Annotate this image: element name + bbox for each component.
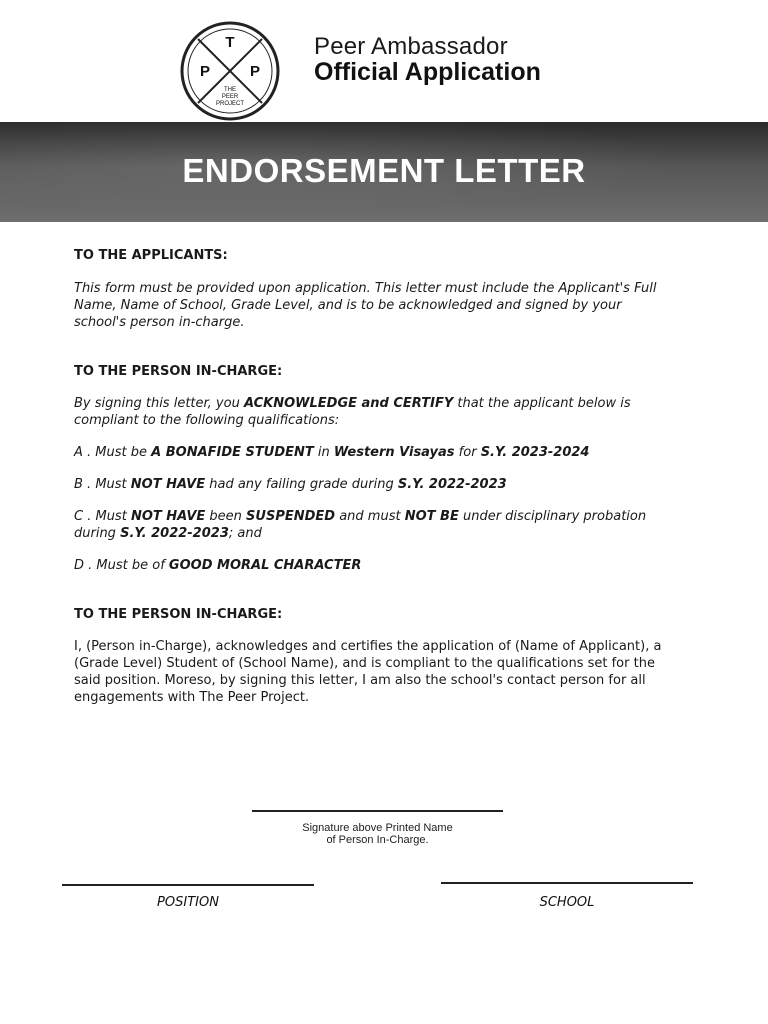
school-line[interactable]	[441, 882, 693, 884]
school-label: SCHOOL	[539, 895, 595, 910]
qualification-d: D . Must be of GOOD MORAL CHARACTER	[74, 558, 362, 573]
signature-caption-line1: Signature above Printed Name	[302, 822, 453, 834]
title-peer-ambassador: Peer Ambassador	[314, 33, 508, 60]
logo-text-project: PROJECT	[215, 101, 245, 107]
logo-text-peer: PEER	[221, 94, 239, 100]
title-official-application: Official Application	[314, 58, 541, 87]
letter-body	[74, 247, 674, 706]
signature-line[interactable]	[252, 810, 503, 812]
qualification-a: A . Must be A BONAFIDE STUDENT in Western Visayas for S.Y. 2023-2024	[74, 445, 590, 460]
signature-caption	[252, 822, 503, 846]
heading-person-in-charge: TO THE PERSON IN-CHARGE:	[74, 364, 283, 379]
logo-letter-p-right: P	[249, 63, 261, 80]
heading-certification: TO THE PERSON IN-CHARGE:	[74, 607, 283, 622]
certification-statement: I, (Person in-Charge), acknowledges and certifies the application of (Name of Applicant), a (Grade Level) Student of (School Name), and is compliant to the qualifications set for the said position. Moreso, by signing this letter, I am also the school's contact person for all engagements with The Peer Project.	[74, 639, 662, 705]
qualification-b: B . Must NOT HAVE had any failing grade during S.Y. 2022-2023	[74, 477, 507, 492]
logo-text-the: THE	[224, 87, 236, 93]
signature-caption-line2: of Person In-Charge.	[326, 834, 429, 846]
applicants-instructions: This form must be provided upon application. This letter must include the Applicant's Full Name, Name of School, Grade Level, and is to be acknowledged and signed by your school's person in-charge.	[74, 281, 657, 330]
certify-intro: By signing this letter, you ACKNOWLEDGE and CERTIFY that the applicant below is compliant to the following qualifications:	[74, 396, 631, 428]
position-label: POSITION	[157, 895, 219, 910]
logo-letter-p-left: P	[199, 63, 211, 80]
heading-applicants: TO THE APPLICANTS:	[74, 248, 228, 263]
peer-project-logo	[178, 19, 282, 123]
logo-letter-t: T	[225, 34, 235, 51]
application-title	[314, 34, 541, 85]
banner-title: ENDORSEMENT LETTER	[182, 152, 586, 189]
endorsement-banner	[0, 122, 768, 222]
qualification-c: C . Must NOT HAVE been SUSPENDED and must NOT BE under disciplinary probation during S.Y. 2022-2023; and	[74, 509, 647, 541]
position-line[interactable]	[62, 884, 314, 886]
